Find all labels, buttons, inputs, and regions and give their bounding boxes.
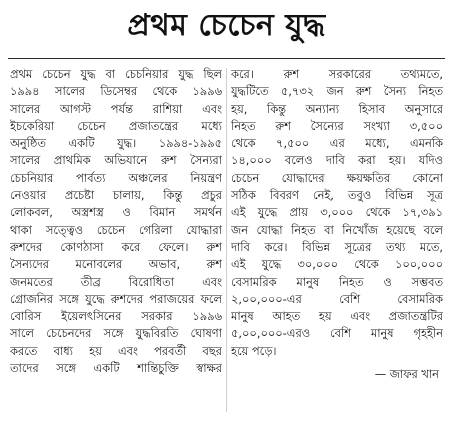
body-line: থেকে ৭,৫০০ এর মধ্যে, এমনকি: [231, 136, 443, 151]
right-column: [231, 66, 443, 383]
author-credit: — জাফর খান: [374, 367, 439, 382]
body-line: বেসামরিক মানুষ নিহত ও সম্ভবত: [231, 274, 443, 289]
body-line: ৫,০০,০০০-এরও বেশি মানুষ গৃহহীন: [231, 326, 443, 341]
body-line: অনুষ্ঠিত একটি যুদ্ধ। ১৯৯৪-১৯৯৫: [10, 136, 222, 151]
body-line: নিহত রুশ সৈন্যের সংখ্যা ৩,৫০০: [231, 118, 443, 133]
body-line: গ্রোজনির সঙ্গে যুদ্ধে রুশদের পরাজয়ের ফলে: [10, 291, 222, 306]
body-line: সালের আগস্ট পর্যন্ত রাশিয়া এবং: [10, 101, 222, 116]
body-line: করতে বাধ্য হয় এবং পরবর্তী বছর: [10, 343, 222, 358]
body-line: সালে চেচেনদের সঙ্গে যুদ্ধবিরতি ঘোষণা: [10, 326, 222, 341]
body-line: নেওয়ার প্রচেষ্টা চালায়, কিন্তু প্রচুর: [10, 188, 222, 203]
body-line: সালের প্রাথমিক অভিযানে রুশ সৈন্যরা: [10, 153, 222, 168]
body-line: হয়, কিন্তু অন্যান্য হিসাব অনুসারে: [231, 101, 443, 116]
body-line: ইচকেরিয়া চেচেন প্রজাতন্ত্রের মধ্যে: [10, 118, 222, 133]
body-line: থাকা সত্ত্বেও চেচেন গেরিলা যোদ্ধারা: [10, 222, 222, 237]
title-divider: [8, 58, 445, 59]
body-line: জনমতের তীব্র বিরোধিতা এবং: [10, 274, 222, 289]
body-line: চেচেন যোদ্ধাদের ক্ষয়ক্ষতির কোনো: [231, 170, 443, 185]
body-line: বোরিস ইয়েলৎসিনের সরকার ১৯৯৬: [10, 309, 222, 324]
left-column: [10, 66, 222, 377]
body-line: এই যুদ্ধে প্রায় ৩,০০০ থেকে ১৭,৩৯১: [231, 205, 443, 220]
body-line: রুশদের কোণঠাসা করে ফেলে। রুশ: [10, 239, 222, 254]
body-line: চেচনিয়ার পার্বত্য অঞ্চলের নিয়ন্ত্রণ: [10, 170, 222, 185]
body-line: দাবি করে। বিভিন্ন সূত্রের তথ্য মতে,: [231, 239, 443, 254]
body-line: করে। রুশ সরকারের তথ্যমতে,: [231, 67, 443, 81]
body-line: ২,০০,০০০-এর বেশি বেসামরিক: [231, 291, 443, 306]
column-divider: [226, 68, 227, 412]
body-line: ১৪,০০০ বলেও দাবি করা হয়। যদিও: [231, 153, 443, 168]
body-line: প্রথম চেচেন যুদ্ধ বা চেচনিয়ার যুদ্ধ ছিল: [10, 67, 222, 81]
body-line: এই যুদ্ধে ৩০,০০০ থেকে ১০০,০০০: [231, 257, 443, 272]
article-title: প্রথম চেচেন যুদ্ধ: [127, 8, 326, 43]
body-line: যুদ্ধটিতে ৫,৭৩২ জন রুশ সৈন্য নিহত: [231, 84, 443, 99]
body-line: সঠিক বিবরণ নেই, তবুও বিভিন্ন সূত্র: [231, 188, 443, 203]
body-line: ১৯৯৪ সালের ডিসেম্বর থেকে ১৯৯৬: [10, 84, 222, 99]
body-line: তাদের সঙ্গে একটি শান্তিচুক্তি স্বাক্ষর: [10, 361, 222, 376]
body-line: জন যোদ্ধা নিহত বা নিখোঁজ হয়েছে বলে: [231, 222, 443, 237]
body-line: মানুষ আহত হয় এবং প্রজাতন্ত্রটির: [231, 309, 443, 324]
body-line: লোকবল, অস্ত্রশস্ত্র ও বিমান সমর্থন: [10, 205, 222, 220]
body-line: সৈন্যদের মনোবলের অভাব, রুশ: [10, 257, 222, 272]
body-line: হয়ে পড়ে।: [231, 343, 277, 358]
